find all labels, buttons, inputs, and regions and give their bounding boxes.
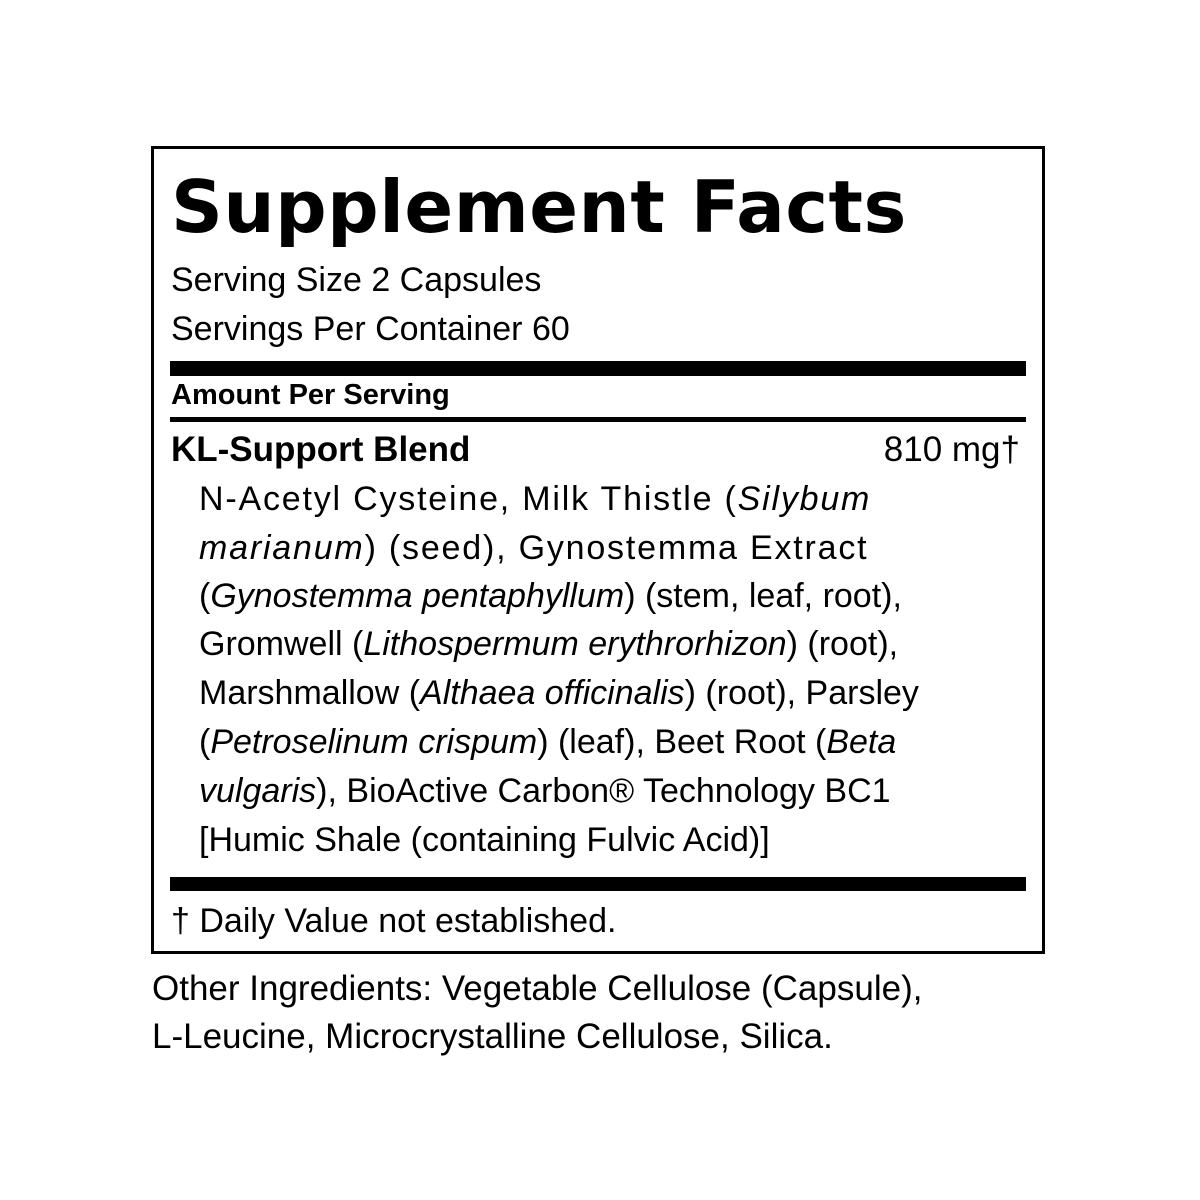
- ingredient-text: Marshmallow (: [199, 674, 421, 712]
- blend-ingredient-line: [199, 576, 902, 616]
- blend-ingredient-line: [199, 528, 868, 568]
- ingredient-text: ) (root),: [786, 625, 899, 663]
- serving-size: Serving Size 2 Capsules: [171, 261, 542, 299]
- other-ingredients-line-1: Other Ingredients: Vegetable Cellulose (Capsule),: [152, 969, 923, 1008]
- supplement-facts-panel: [151, 146, 1045, 954]
- other-ingredients-line-2: L-Leucine, Microcrystalline Cellulose, Silica.: [152, 1017, 833, 1056]
- latin-name-text: marianum: [199, 529, 365, 567]
- ingredient-text: ) (stem, leaf, root),: [624, 577, 902, 615]
- latin-name-text: Petroselinum crispum: [210, 723, 538, 761]
- blend-ingredient-line: [199, 771, 891, 811]
- ingredient-text: (: [199, 723, 211, 761]
- ingredient-text: N-Acetyl Cysteine, Milk Thistle (: [199, 480, 738, 518]
- thick-divider-bottom: [170, 877, 1026, 891]
- latin-name-text: Silybum: [737, 480, 872, 518]
- ingredient-text: ) (root), Parsley: [684, 674, 919, 712]
- latin-name-text: Althaea officinalis: [420, 674, 685, 712]
- thick-divider-top: [170, 361, 1026, 376]
- blend-ingredient-line: [199, 673, 919, 713]
- latin-name-text: Lithospermum erythrorhizon: [363, 625, 787, 663]
- blend-ingredient-line: [199, 722, 896, 762]
- ingredient-text: Gromwell (: [199, 625, 364, 663]
- blend-ingredient-line: [199, 624, 898, 664]
- ingredient-text: ), BioActive Carbon® Technology BC1: [316, 772, 891, 810]
- blend-amount: 810 mg†: [883, 430, 1020, 469]
- latin-name-text: Beta: [826, 723, 897, 761]
- ingredient-text: ) (seed), Gynostemma Extract: [364, 529, 869, 567]
- ingredient-text: ) (leaf), Beet Root (: [537, 723, 827, 761]
- servings-per-container: Servings Per Container 60: [171, 310, 570, 348]
- thin-divider: [170, 417, 1026, 422]
- latin-name-text: vulgaris: [199, 772, 317, 810]
- ingredient-text: [Humic Shale (containing Fulvic Acid)]: [199, 821, 770, 859]
- ingredient-text: (: [199, 577, 211, 615]
- latin-name-text: Gynostemma pentaphyllum: [210, 577, 625, 615]
- daily-value-footnote: † Daily Value not established.: [171, 902, 617, 940]
- blend-ingredient-line: [199, 479, 871, 519]
- label-title: Supplement Facts: [171, 165, 907, 249]
- blend-name: KL-Support Blend: [171, 430, 471, 469]
- amount-per-serving-header: Amount Per Serving: [171, 379, 450, 411]
- blend-ingredient-line: [199, 820, 770, 860]
